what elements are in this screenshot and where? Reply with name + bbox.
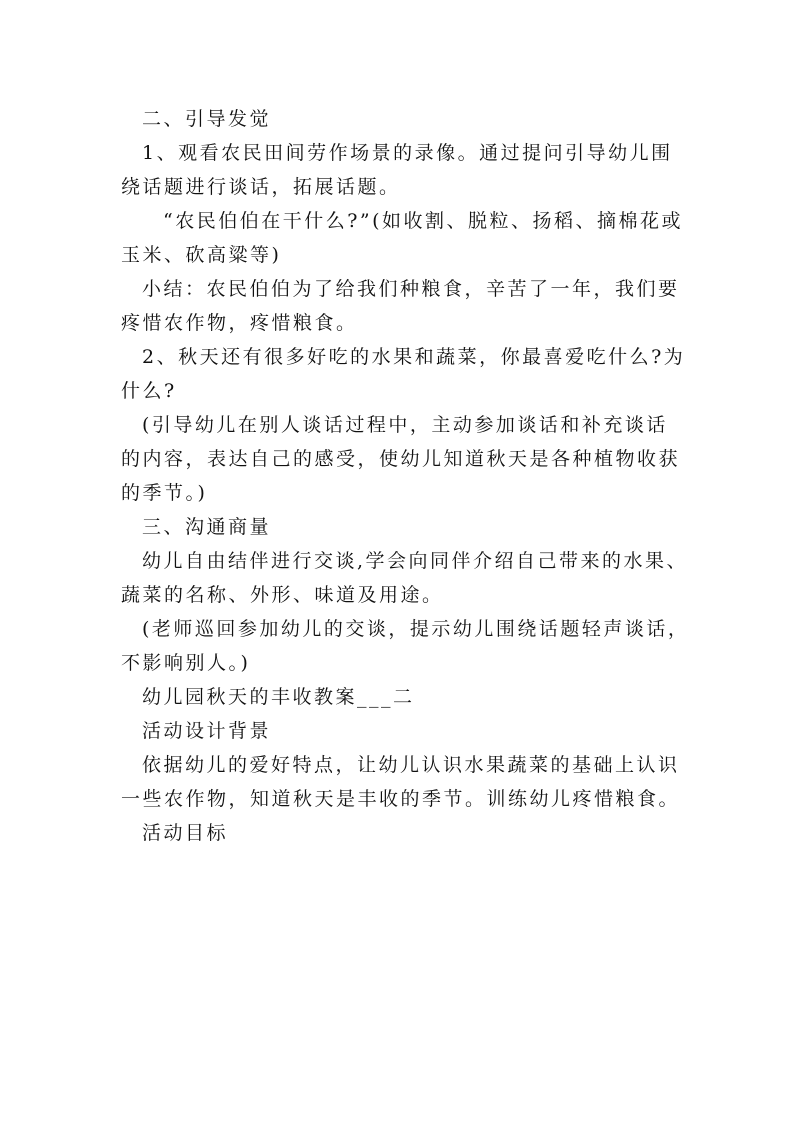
paragraph-line: 一些农作物，知道秋天是丰收的季节。训练幼儿疼惜粮食。 (121, 788, 681, 810)
lesson-plan-title: 幼儿园秋天的丰收教案___二 (142, 686, 415, 708)
paragraph-line: 什么? (121, 380, 177, 402)
paragraph-line: 的季节。) (121, 482, 208, 504)
paragraph-line: “农民伯伯在干什么?”(如收割、脱粒、扬稻、摘棉花或 (163, 210, 684, 232)
section-heading-guide-discover: 二、引导发觉 (142, 108, 272, 130)
paragraph-line: 玉米、砍高粱等) (121, 244, 282, 266)
paragraph-line: 的内容，表达自己的感受，使幼儿知道秋天是各种植物收获 (121, 448, 681, 470)
paragraph-line: 幼儿自由结伴进行交谈,学会向同伴介绍自己带来的水果、 (142, 550, 689, 572)
paragraph-line: 蔬菜的名称、外形、味道及用途。 (121, 584, 444, 606)
section-heading-communicate: 三、沟通商量 (142, 516, 272, 538)
paragraph-line: (引导幼儿在别人谈话过程中，主动参加谈话和补充谈话 (142, 414, 668, 436)
section-heading-background: 活动设计背景 (142, 720, 272, 742)
paragraph-line: 依据幼儿的爱好特点，让幼儿认识水果蔬菜的基础上认识 (142, 754, 680, 776)
paragraph-line: 不影响别人。) (121, 652, 251, 674)
paragraph-line: (老师巡回参加幼儿的交谈，提示幼儿围绕话题轻声谈话， (142, 618, 690, 640)
paragraph-line: 2、秋天还有很多好吃的水果和蔬菜，你最喜爱吃什么?为 (142, 346, 686, 368)
paragraph-line: 小结：农民伯伯为了给我们种粮食，辛苦了一年，我们要 (142, 278, 680, 300)
paragraph-line: 绕话题进行谈话，拓展话题。 (121, 176, 401, 198)
paragraph-line: 1、观看农民田间劳作场景的录像。通过提问引导幼儿围 (142, 142, 673, 164)
document-body (121, 102, 690, 850)
paragraph-line: 疼惜农作物，疼惜粮食。 (121, 312, 358, 334)
section-heading-objectives: 活动目标 (142, 822, 229, 844)
